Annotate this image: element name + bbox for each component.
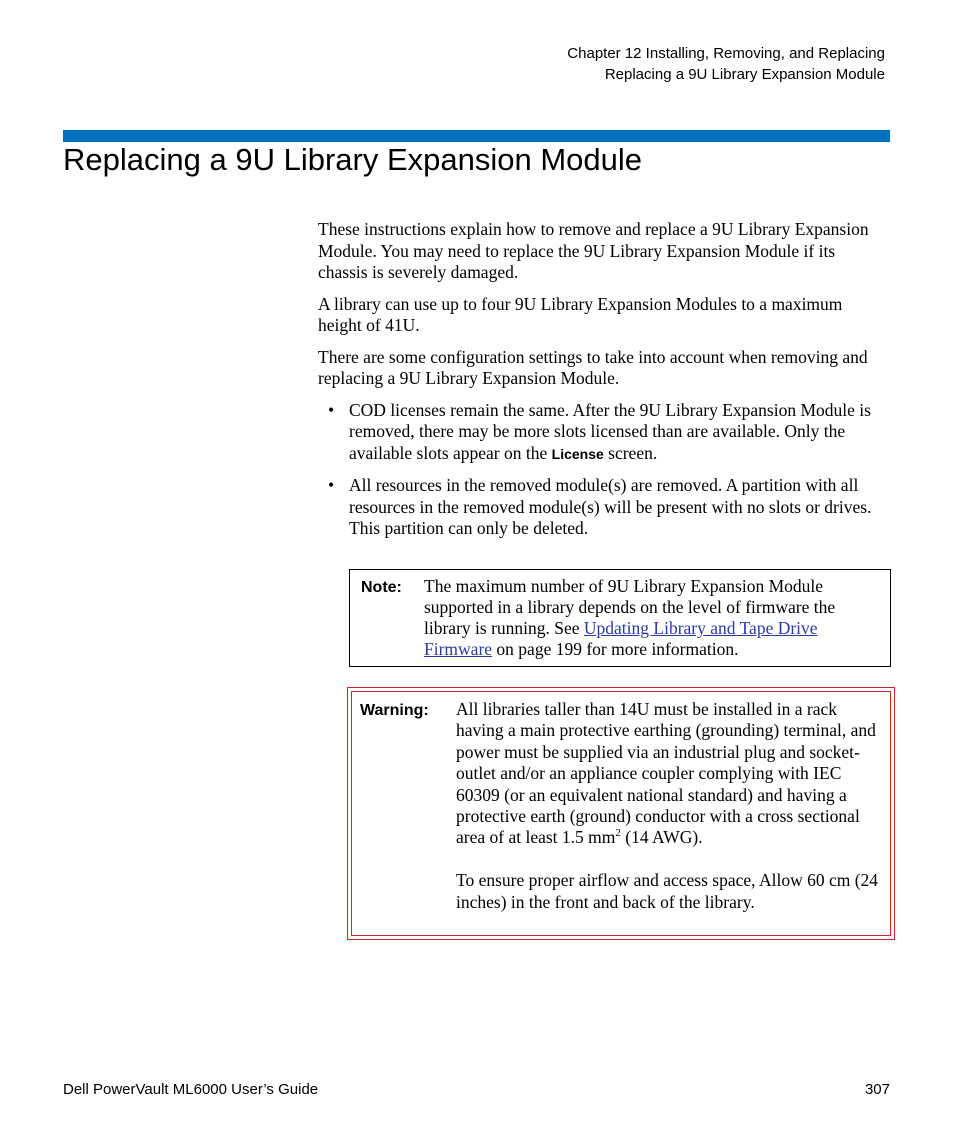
bullet-icon: • bbox=[328, 475, 335, 495]
paragraph-intro: These instructions explain how to remove and replace a 9U Library Expansion Module. You may need to replace the 9U Library Expansion Module if its chassis is severely damaged. bbox=[318, 219, 869, 282]
warning-paragraph-airflow: To ensure proper airflow and access space, Allow 60 cm (24 inches) in the front and back of the library. bbox=[456, 870, 879, 912]
page-number: 307 bbox=[864, 1081, 890, 1098]
license-screen-term: License bbox=[551, 445, 604, 462]
paragraph-capacity: A library can use up to four 9U Library Expansion Modules to a maximum height of 41U. bbox=[318, 293, 843, 335]
page-title: Replacing a 9U Library Expansion Module bbox=[63, 142, 642, 177]
list-item: • COD licenses remain the same. After the 9U Library Expansion Module is removed, there may be more slots licensed than are available. Only the available slots appear on the License screen. bbox=[328, 399, 871, 463]
bullet-icon: • bbox=[328, 399, 335, 420]
warning-text bbox=[456, 699, 886, 934]
firmware-update-link[interactable]: Updating Library and Tape Drive Firmware bbox=[424, 618, 818, 659]
warning-box bbox=[347, 687, 895, 940]
note-text: The maximum number of 9U Library Expansion Module supported in a library depends on the level of firmware the library is running. See Updating Library and Tape Drive Firmware on page 199 for more information. bbox=[424, 576, 836, 659]
header-section: Replacing a 9U Library Expansion Module bbox=[604, 66, 885, 83]
note-box bbox=[349, 569, 891, 667]
header-chapter: Chapter 12 Installing, Removing, and Replacing bbox=[567, 45, 885, 62]
footer-guide-title: Dell PowerVault ML6000 User’s Guide bbox=[63, 1081, 319, 1098]
running-header bbox=[567, 43, 885, 85]
list-item: • All resources in the removed module(s) are removed. A partition with all resources in the removed module(s) will be present with no slots or drives. This partition can only be deleted. bbox=[328, 475, 872, 538]
warning-inner-border bbox=[351, 691, 891, 936]
note-label: Note: bbox=[361, 579, 402, 596]
warning-paragraph-grounding: All libraries taller than 14U must be installed in a rack having a main protective earthing (grounding) terminal, and power must be supplied via an industrial plug and socket-outlet and/or an appliance coupler complying with IEC 60309 (or an equivalent national standard) and having a protective earth (ground) conductor with a cross sectional area of at least 1.5 $mm^2$ (14 AWG). bbox=[456, 699, 876, 848]
body-text bbox=[318, 219, 888, 550]
paragraph-config: There are some configuration settings to take into account when removing and replacing a 9U Library Expansion Module. bbox=[318, 346, 868, 388]
bullet-list bbox=[318, 400, 888, 540]
warning-label: Warning: bbox=[360, 702, 429, 719]
